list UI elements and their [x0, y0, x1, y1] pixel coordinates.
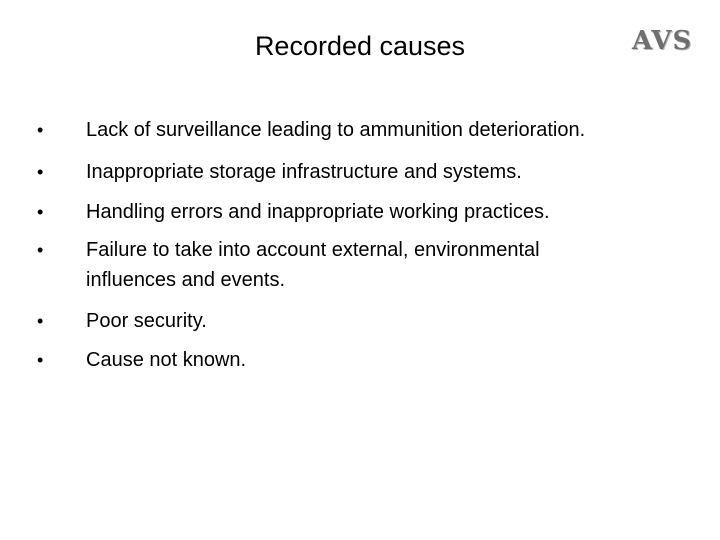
bullet-text: Handling errors and inappropriate working practices. — [86, 201, 550, 223]
slide-title: Recorded causes — [254, 31, 466, 61]
bullet-marker: • — [37, 162, 44, 182]
bullet-marker: • — [37, 120, 44, 140]
bullet-text: Poor security. — [86, 310, 207, 332]
bullet-text — [86, 235, 686, 295]
bullet-text: Lack of surveillance leading to ammunition deterioration. — [86, 119, 586, 141]
bullet-marker: • — [37, 350, 44, 370]
bullet-text: Inappropriate storage infrastructure and systems. — [86, 161, 522, 183]
bullet-text-line-2: influences and events. — [86, 269, 286, 291]
bullet-marker: • — [37, 311, 44, 331]
avs-logo: AVS — [632, 26, 693, 56]
bullet-text: Cause not known. — [86, 349, 247, 371]
bullet-marker: • — [37, 240, 44, 260]
bullet-text-line-1: Failure to take into account external, environmental — [86, 239, 540, 261]
bullet-marker: • — [37, 202, 44, 222]
